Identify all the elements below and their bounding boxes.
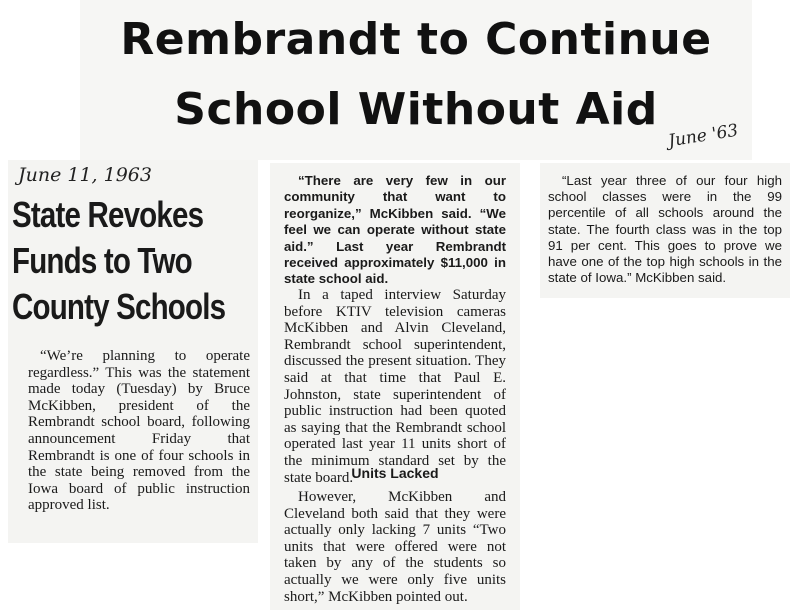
main-headline-line-1: Rembrandt to Continue <box>120 14 712 65</box>
interview-paragraph: In a taped interview Saturday before KTIV television cameras McKibben and Alvin Cleveland, Rembrandt school superintendent, discussed the present situation. They said at that time that Paul E. Johnston, state superintendent of public instruction had been quoted as saying that the Rembrandt school operated last year 11 units short of the minimum standard set by the state board. <box>284 287 506 486</box>
article-headline-line-2: Funds to Two <box>12 240 192 281</box>
article-state-revokes <box>8 160 258 543</box>
article-headline-line-3: County Schools <box>12 286 226 327</box>
handwritten-date-left: June 11, 1963 <box>18 164 152 186</box>
quote-paragraph: “There are very few in our community that want to reorganize,” McKibben said. “We feel we can operate without state aid.” Last year Rembrandt received approximately $11,000 in state school aid. <box>284 173 506 287</box>
percentile-paragraph: “Last year three of our four high school classes were in the 99 percentile of all schools around the state. The fourth class was in the top 91 per cent. This goes to prove we have one of the top high schools in the state of Iowa.” McKibben said. <box>548 173 782 286</box>
article-paragraph: “We’re planning to operate regardless.” This was the statement made today (Tuesday) by Bruce McKibben, president of the Rembrandt school board, following announcement Friday that Rembrandt is one of four schools in the state being removed from the Iowa board of public instruction approved list. <box>28 348 250 514</box>
article-column-2 <box>270 163 520 610</box>
article-column-3 <box>540 163 790 298</box>
main-headline-line-2: School Without Aid <box>174 84 658 135</box>
units-paragraph: However, McKibben and Cleveland both said that they were actually only lacking 7 units “Two units that were offered were not taken by any of the students so actually we were only five units short,” McKibben pointed out. <box>284 489 506 605</box>
article-headline-line-1: State Revokes <box>12 194 204 235</box>
handwritten-date-top: June '63 <box>666 120 740 152</box>
subheading: Units Lacked <box>351 465 439 481</box>
main-headline-clipping <box>80 0 752 160</box>
article-headline <box>12 192 226 330</box>
